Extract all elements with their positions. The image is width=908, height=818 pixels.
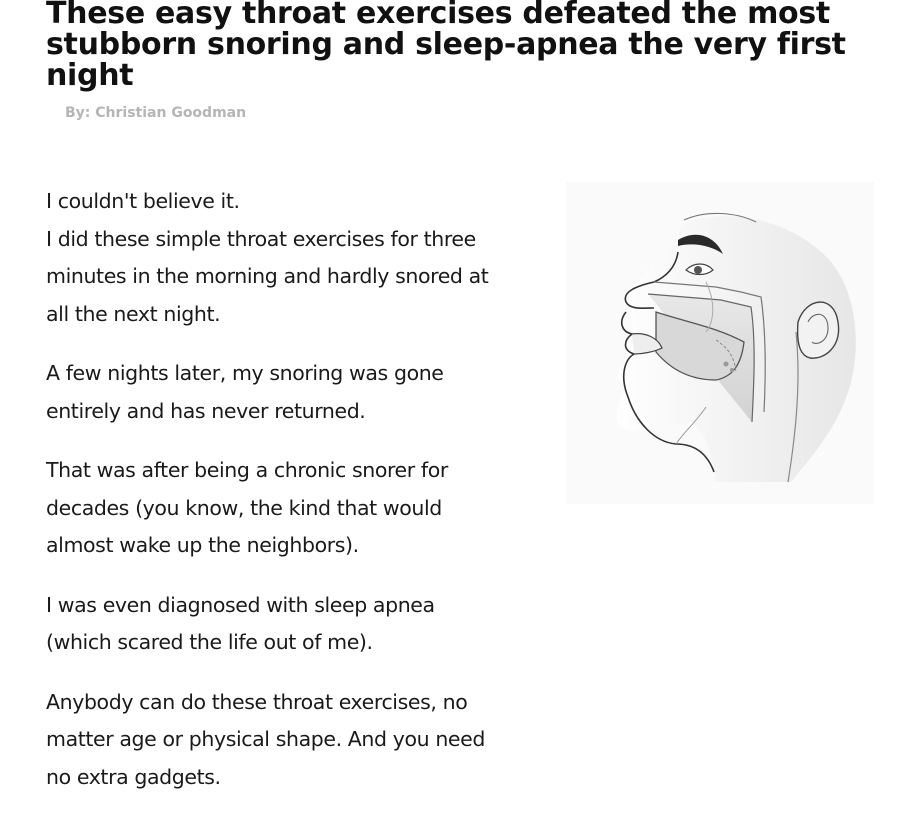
paragraph xyxy=(46,183,526,333)
headline-line: These easy throat exercises defeated the most xyxy=(46,0,830,31)
head-profile-airway-illustration xyxy=(566,182,874,504)
text-line: That was after being a chronic snorer for xyxy=(46,458,448,482)
paragraph xyxy=(46,587,526,662)
paragraph xyxy=(46,355,526,430)
text-line: no extra gadgets. xyxy=(46,764,221,789)
text-line: all the next night. xyxy=(46,301,221,326)
paragraph xyxy=(46,684,526,797)
article-headline xyxy=(46,0,886,91)
headline-line: night xyxy=(46,58,134,93)
headline-line: stubborn snoring and sleep-apnea the very first xyxy=(46,27,846,62)
text-line: minutes in the morning and hardly snored at xyxy=(46,264,489,288)
text-line: Anybody can do these throat exercises, no xyxy=(46,689,468,714)
text-line: (which scared the life out of me). xyxy=(46,630,373,654)
article-body xyxy=(46,183,526,818)
article-byline: By: Christian Goodman xyxy=(65,105,247,121)
head-profile-airway-icon xyxy=(566,182,874,504)
text-line: almost wake up the neighbors). xyxy=(46,533,359,557)
text-line: I was even diagnosed with sleep apnea xyxy=(46,592,435,617)
text-line: matter age or physical shape. And you need xyxy=(46,727,485,751)
text-line: decades (you know, the kind that would xyxy=(46,495,442,520)
text-line: I couldn't believe it. xyxy=(46,189,240,213)
text-line: A few nights later, my snoring was gone xyxy=(46,361,444,385)
text-line: I did these simple throat exercises for three xyxy=(46,226,476,251)
text-line: entirely and has never returned. xyxy=(46,398,366,423)
paragraph xyxy=(46,452,526,565)
